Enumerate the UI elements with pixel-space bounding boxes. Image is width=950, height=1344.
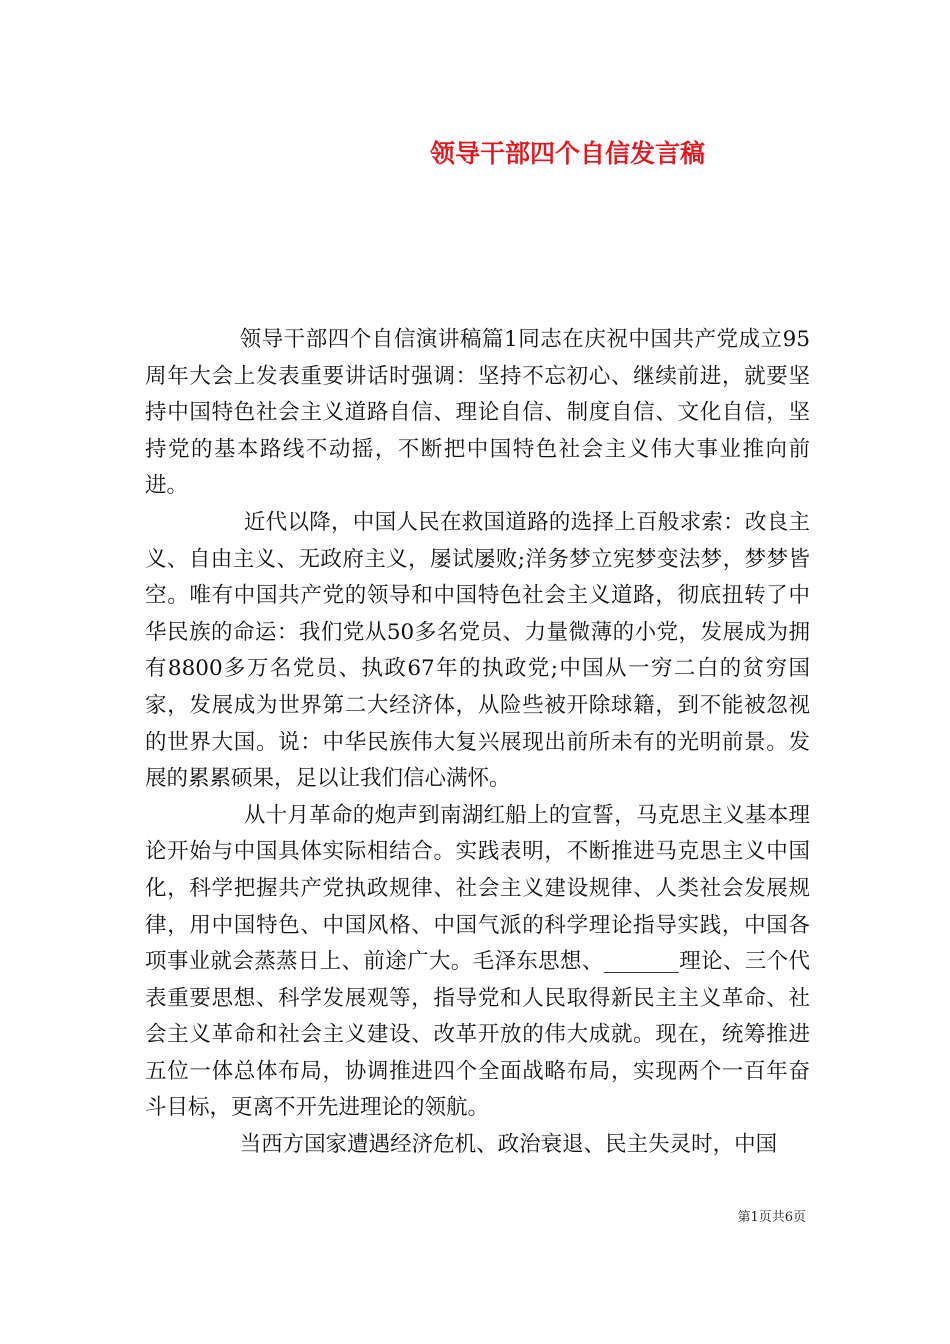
document-title-text: 领导干部四个自信发言稿 [430, 139, 706, 168]
page-number-footer: 第1页共6页 [737, 1210, 806, 1225]
document-body [145, 322, 810, 1164]
paragraph-4: 当西方国家遭遇经济危机、政治衰退、民主失灵时，中国 [239, 1132, 778, 1158]
paragraph-2: 近代以降，中国人民在救国道路的选择上百般求索：改良主义、自由主义、无政府主义，屡试屡败;洋务梦立宪梦变法梦，梦梦皆空。唯有中国共产党的领导和中国特色社会主义道路，彻底扭转了中华民族的命运：我们党从50多名党员、力量微薄的小党，发展成为拥有8800多万名党员、执政67年的执政党;中国从一穷二白的贫穷国家，发展成为世界第二大经济体，从险些被开除球籍，到不能被忽视的世界大国。说：中华民族伟大复兴展现出前所未有的光明前景。发展的累累硕果，足以让我们信心满怀。 [145, 509, 810, 792]
paragraph-1: 领导干部四个自信演讲稿篇1同志在庆祝中国共产党成立95周年大会上发表重要讲话时强调：坚持不忘初心、继续前进，就要坚持中国特色社会主义道路自信、理论自信、制度自信、文化自信，坚持党的基本路线不动摇，不断把中国特色社会主义伟大事业推向前进。 [145, 327, 810, 499]
document-title [0, 134, 950, 170]
paragraph-3: 从十月革命的炮声到南湖红船上的宣誓，马克思主义基本理论开始与中国具体实际相结合。实践表明，不断推进马克思主义中国化，科学把握共产党执政规律、社会主义建设规律、人类社会发展规律，用中国特色、中国风格、中国气派的科学理论指导实践，中国各项事业就会蒸蒸日上、前途广大。毛泽东思想、_______理论、三个代表重要思想、科学发展观等，指导党和人民取得新民主主义革命、社会主义革命和社会主义建设、改革开放的伟大成就。现在，统筹推进五位一体总体布局，协调推进四个全面战略布局，实现两个一百年奋斗目标，更离不开先进理论的领航。 [145, 802, 810, 1121]
